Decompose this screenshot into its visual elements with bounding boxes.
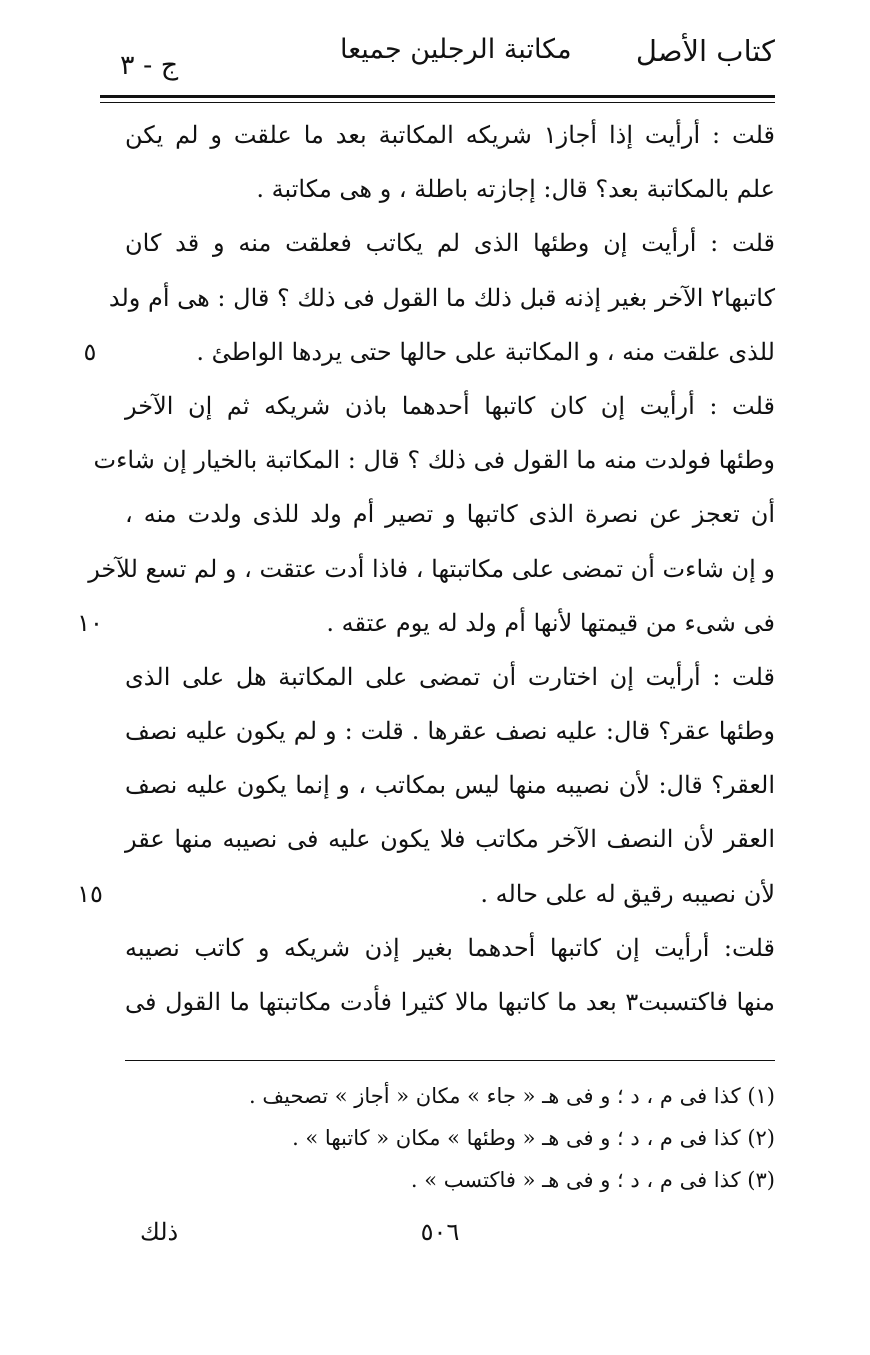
line-number: ١٥ [77, 879, 103, 908]
text-line [77, 596, 775, 650]
line-text: قلت : أرأيت إذا أجاز١ شريكه المكاتبة بعد ما علقت و لم يكن [125, 121, 776, 149]
footnote: (١) كذا فى م ، د ؛ و فى هـ « جاء » مكان « أجاز » تصحيف . [249, 1084, 775, 1108]
line-text: قلت: أرأيت إن كاتبها أحدهما بغير إذن شريكه و كاتب نصيبه [125, 933, 775, 962]
main-text [77, 108, 776, 1029]
line-number: ٥ [83, 337, 97, 366]
text-line [125, 650, 775, 704]
line-text: قلت : أرأيت إن وطئها الذى لم يكاتب فعلقت منه و قد كان [125, 229, 775, 258]
line-text: العقر لأن النصف الآخر مكاتب فلا يكون عليه فى نصيبه منها عقر [125, 825, 775, 854]
line-text: وطئها فولدت منه ما القول فى ذلك ؟ قال : المكاتبة بالخيار إن شاءت [93, 446, 775, 475]
footnotes [125, 1075, 775, 1201]
header-rule [100, 95, 775, 98]
text-line [108, 271, 775, 325]
line-text: كاتبها٢ الآخر بغير إذنه قبل ذلك ما القول فى ذلك ؟ قال : هى أم ولد [108, 283, 775, 312]
book-title: كتاب الأصل [635, 34, 775, 68]
page-number: ٥٠٦ [420, 1218, 460, 1246]
line-number: ١٠ [77, 608, 103, 637]
chapter-title: مكاتبة الرجلين جميعا [340, 34, 572, 65]
text-line [125, 975, 775, 1029]
line-text: و إن شاءت أن تمضى على مكاتبتها ، فاذا أدت عتقت ، و لم تسع للآخر [88, 554, 775, 583]
text-line [125, 379, 775, 433]
text-line [125, 487, 775, 541]
text-line [125, 216, 775, 270]
line-text: منها فاكتسبت٣ بعد ما كاتبها مالا كثيرا فأدت مكاتبتها ما القول فى [125, 988, 775, 1016]
line-text: أن تعجز عن نصرة الذى كاتبها و تصير أم ولد للذى ولدت منه ، [125, 500, 775, 529]
line-text: قلت : أرأيت إن كان كاتبها أحدهما باذن شريكه ثم إن الآخر [125, 391, 775, 420]
text-line [88, 542, 775, 596]
line-text: العقر؟ قال: لأن نصيبه منها ليس بمكاتب ، و إنما يكون عليه نصف [125, 771, 775, 800]
line-text: لأن نصيبه رقيق له على حاله . [480, 879, 775, 908]
footnote-rule [125, 1060, 775, 1061]
header-rule-thin [100, 102, 775, 103]
line-text: علم بالمكاتبة بعد؟ قال: إجازته باطلة ، و هى مكاتبة . [256, 175, 775, 204]
text-line [125, 812, 775, 866]
text-line [77, 867, 775, 921]
line-text: وطئها عقر؟ قال: عليه نصف عقرها . قلت : و لم يكون عليه نصف [125, 717, 776, 746]
text-line [125, 704, 775, 758]
volume-number: ج - ٣ [120, 50, 179, 81]
line-text: للذى علقت منه ، و المكاتبة على حالها حتى يردها الواطئ . [196, 337, 775, 366]
footnote: (٣) كذا فى م ، د ؛ و فى هـ « فاكتسب » . [410, 1168, 775, 1192]
page-footer [100, 1218, 775, 1258]
text-line [93, 433, 775, 487]
line-text: فى شىء من قيمتها لأنها أم ولد له يوم عتقه . [326, 608, 775, 637]
text-line [125, 108, 775, 162]
text-line [125, 921, 775, 975]
text-line [125, 162, 775, 216]
running-head [100, 30, 775, 86]
text-line [125, 758, 775, 812]
footnote: (٢) كذا فى م ، د ؛ و فى هـ « وطئها » مكان « كاتبها » . [292, 1126, 775, 1150]
text-line [83, 325, 775, 379]
line-text: قلت : أرأيت إن اختارت أن تمضى على المكاتبة هل على الذى [125, 662, 775, 691]
catchword: ذلك [140, 1218, 179, 1246]
